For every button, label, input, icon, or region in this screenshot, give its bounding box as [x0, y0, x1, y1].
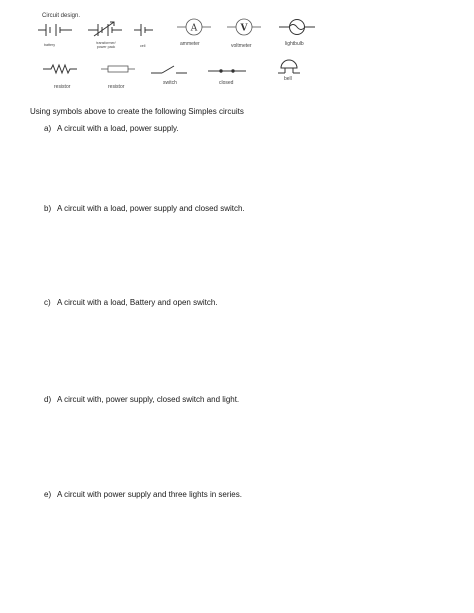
- closed-switch-icon: [207, 66, 247, 76]
- question-letter: e): [44, 490, 52, 499]
- question-letter: d): [44, 395, 52, 404]
- battery-label: battery: [44, 43, 55, 47]
- resistor-zigzag-icon: [42, 63, 78, 75]
- battery-icon: [36, 21, 76, 39]
- bell-label: bell: [284, 76, 292, 82]
- cell-label: cell: [140, 44, 146, 48]
- ammeter-label: ammeter: [180, 41, 200, 47]
- question-b: [44, 204, 245, 213]
- lightbulb-label: lightbulb: [285, 41, 304, 47]
- resistor-box-icon: [100, 63, 136, 75]
- open-switch-icon: [150, 63, 188, 77]
- voltmeter-glyph: V: [240, 23, 248, 34]
- question-e: [44, 490, 242, 499]
- transformer-label: transformer/ power pack: [96, 41, 116, 49]
- open-switch-label: switch: [163, 80, 177, 86]
- voltmeter-icon: [226, 17, 262, 37]
- question-letter: b): [44, 204, 52, 213]
- question-text: A circuit with a load, power supply and closed switch.: [57, 204, 245, 213]
- transformer-power-pack-icon: [86, 19, 126, 39]
- lightbulb-icon: [278, 15, 316, 39]
- question-text: A circuit with, power supply, closed switch and light.: [57, 395, 240, 404]
- voltmeter-label: voltmeter: [231, 43, 252, 49]
- resistor-box-label: resistor: [108, 84, 125, 90]
- question-letter: a): [44, 124, 52, 133]
- question-d: [44, 395, 239, 404]
- bell-icon: [276, 58, 302, 74]
- legend-title: Circuit design.: [42, 13, 81, 19]
- ammeter-glyph: A: [190, 23, 198, 34]
- resistor-zigzag-label: resistor: [54, 84, 71, 90]
- question-c: [44, 298, 218, 307]
- closed-switch-label: closed: [219, 80, 234, 86]
- question-text: A circuit with a load, power supply.: [57, 124, 179, 133]
- question-text: A circuit with power supply and three lights in series.: [57, 490, 242, 499]
- instructions-text: Using symbols above to create the following Simples circuits: [30, 107, 244, 116]
- question-a: [44, 124, 179, 133]
- ammeter-icon: [176, 17, 212, 37]
- question-text: A circuit with a load, Battery and open switch.: [57, 298, 218, 307]
- cell-icon: [133, 21, 155, 39]
- question-letter: c): [44, 298, 51, 307]
